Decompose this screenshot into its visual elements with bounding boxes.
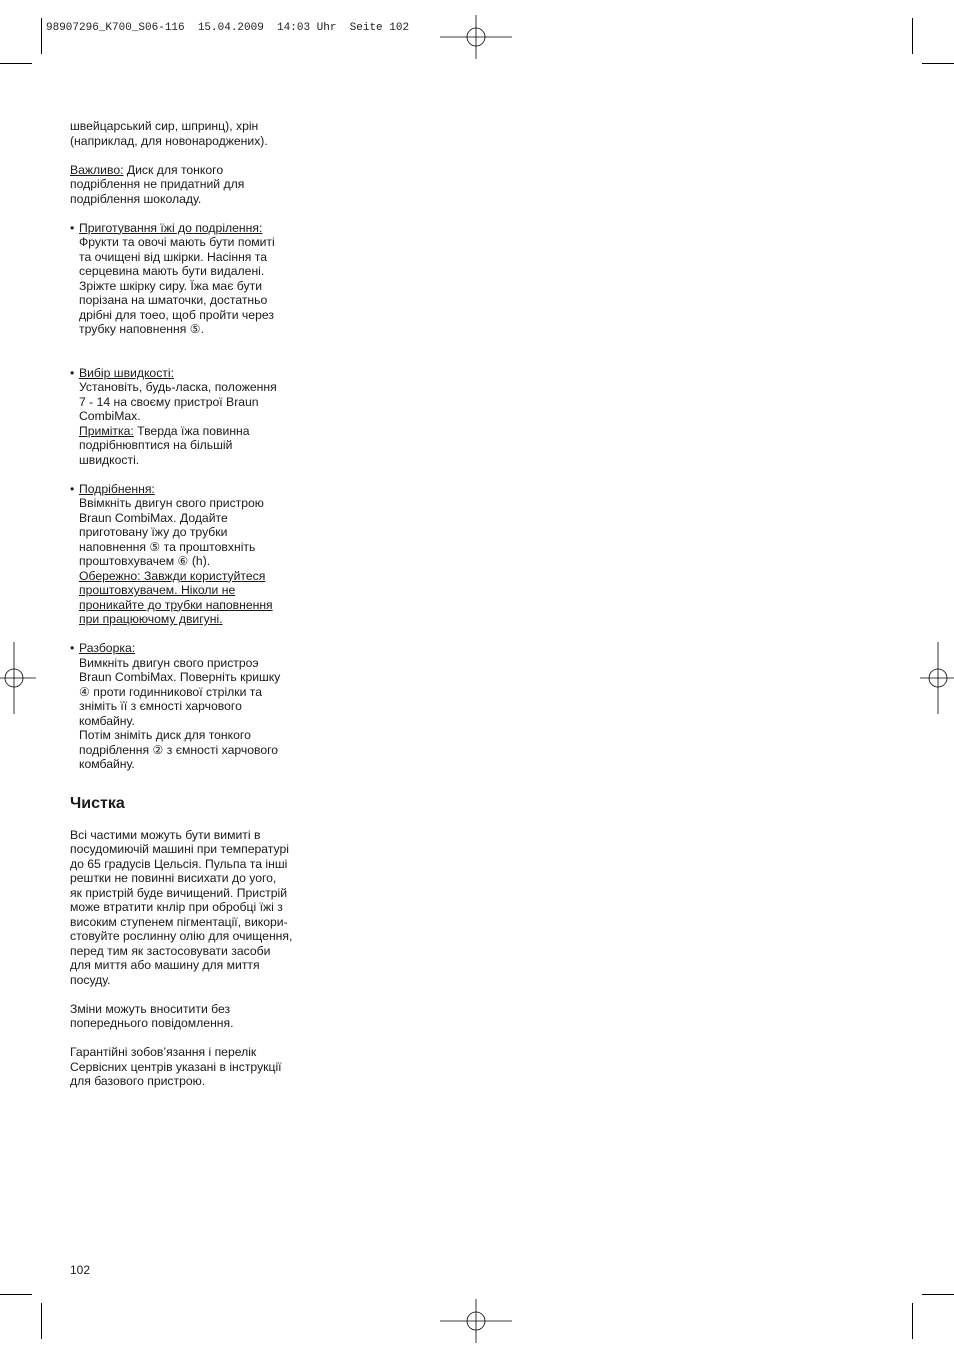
disassembly-title: Разборка: xyxy=(79,641,136,655)
registration-mark-icon xyxy=(0,642,50,714)
changes-note: Зміни можуть вноситити без попереднього повідомлення. xyxy=(70,1001,234,1030)
warranty-note: Гарантійні зобов’язання і перелік Сервісних центрів указані в інструкції для базового пристрою. xyxy=(70,1045,282,1088)
crop-mark xyxy=(0,1294,32,1295)
page-number: 102 xyxy=(70,1263,91,1277)
bullet-icon: • xyxy=(70,641,75,655)
registration-mark-icon xyxy=(440,1,512,73)
speed-title: Вибір швидкості: xyxy=(79,365,174,380)
cleaning-heading: Чистка xyxy=(70,794,125,812)
warning-text: Обережно: Завжди користуйтеся xyxy=(79,568,266,583)
remark-label: Примітка: xyxy=(79,423,134,438)
text-column xyxy=(70,119,320,1089)
bullet-icon: • xyxy=(70,481,75,496)
warning-text: проникайте до трубки наповнення xyxy=(79,597,273,612)
warning-text: при працюючому двигуні. xyxy=(79,612,223,626)
crop-mark xyxy=(41,18,42,54)
important-note: Важливо: Диск для тонкого подріблення не придатний для подріблення шоколаду. xyxy=(70,162,245,206)
registration-mark-icon xyxy=(440,1285,512,1357)
chop-section: • Подрібнення: Ввімкніть двигун свого пристрою Braun CombiMax. Додайте приготовану їжу до трубки наповнення ⑤ та проштовхніть проштовхувачем ⑥ (h). Обережно: Завжди користуйтеся проштовхувачем. Ніколи не проникайте до трубки наповнення при працюючому двигуні. xyxy=(70,481,273,626)
chop-title: Подрібнення: xyxy=(79,481,155,496)
intro-paragraph: швейцарський сир, шпринц), хрін (наприклад, для новонароджених). xyxy=(70,119,268,148)
speed-section: • Вибір швидкості: Установіть, будь-ласка, положення 7 - 14 на своєму пристрої Braun CombiMax. Примітка: Тверда їжа повинна подрібнювптися на більшій швидкості. xyxy=(70,365,277,467)
disassembly-section: • Разборка: Вимкніть двигун свого пристроэ Braun CombiMax. Поверніть кришку ④ проти годинникової стрілки та зніміть її з ємності харчового комбайну. Потім зніміть диск для тонкого подріблення ② з ємності харчового комбайну. xyxy=(70,641,281,771)
crop-mark xyxy=(912,18,913,54)
crop-mark xyxy=(41,1303,42,1339)
crop-mark xyxy=(922,1294,954,1295)
prep-section: • Приготування їжі до подрілення: Фрукти та овочі мають бути помиті та очищені від шкірки. Насіння та серцевина мають бути видалені. Зріжте шкірку сиру. Їжа має бути порізана на шматочки, достатньо дрібні для тоео, щоб пройти через трубку наповнення ⑤. xyxy=(70,220,275,336)
crop-mark xyxy=(912,1303,913,1339)
bullet-icon: • xyxy=(70,365,75,380)
warning-text: проштовхувачем. Ніколи не xyxy=(79,583,236,597)
registration-mark-icon xyxy=(902,642,954,714)
important-label: Важливо: xyxy=(70,162,124,177)
cleaning-paragraph: Всі частими можуть бути вимиті в посудомиючій машині при температурі до 65 градусів Цельсія. Пульпа та інші рештки не повинні висихати до уого, як пристрій буде вичищений. Пристрій може втратити кнлір при обробці їжі з високим ступенем пігментації, викори- стовуйте рослинну олію для очищення, перед тим як застосовувати засоби для миття або машину для миття посуду. xyxy=(70,827,293,987)
bullet-icon: • xyxy=(70,220,75,235)
crop-mark xyxy=(922,63,954,64)
print-slug: 98907296_K700_S06-116 15.04.2009 14:03 Uhr Seite 102 xyxy=(46,22,410,34)
crop-mark xyxy=(0,63,32,64)
prep-title: Приготування їжі до подрілення: xyxy=(79,220,263,235)
